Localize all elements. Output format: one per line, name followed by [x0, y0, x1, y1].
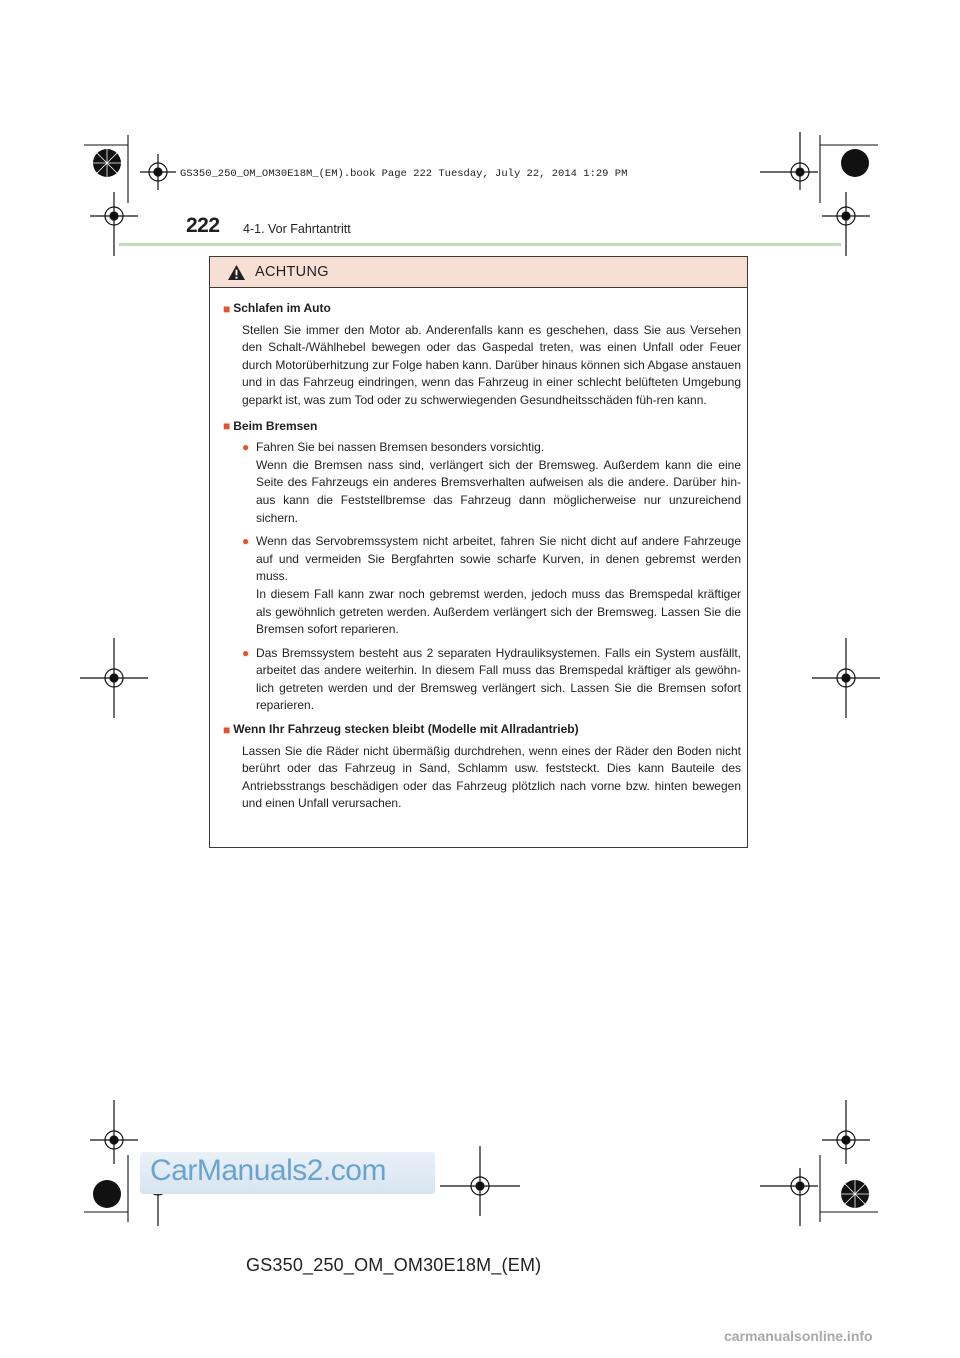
round-bullet-icon: ●	[242, 645, 250, 660]
list-item	[242, 439, 741, 527]
square-bullet-icon: ■	[223, 419, 231, 434]
warning-header	[210, 257, 747, 288]
list-item	[242, 533, 741, 639]
warning-box	[209, 256, 748, 848]
section-title: 4-1. Vor Fahrtantritt	[243, 222, 351, 236]
heading-text: Beim Bremsen	[233, 418, 318, 433]
book-info-line: GS350_250_OM_OM30E18M_(EM).book Page 222 Tuesday, July 22, 2014 1:29 PM	[180, 168, 628, 180]
section-heading	[223, 300, 741, 318]
warning-triangle-icon	[227, 264, 246, 281]
list-item-text: Das Bremssystem besteht aus 2 separaten Hydrauliksystemen. Falls ein System ausfällt, arbeitet das andere weiterhin. In diesem Fall muss das Bremspedal kräftiger als gewöhn-lich getreten werden und der Bremsweg verlängert sich. Lassen Sie die Bremsen sofort reparieren.	[256, 645, 741, 713]
round-bullet-icon: ●	[242, 534, 250, 549]
warning-content	[210, 288, 747, 813]
section-paragraph: Lassen Sie die Räder nicht übermäßig durchdrehen, wenn eines der Räder den Boden nicht berührt oder das Fahrzeug in Sand, Schlamm usw. feststeckt. Dies kann Bauteile des Antriebsstrangs beschädigen oder das Fahrzeug plötzlich nach vorne bzw. hinten bewegen und einen Unfall verursachen.	[242, 743, 741, 811]
section-heading	[223, 721, 741, 739]
footer-code: GS350_250_OM_OM30E18M_(EM)	[246, 1255, 542, 1275]
page-number: 222	[186, 214, 220, 237]
heading-text: Wenn Ihr Fahrzeug stecken bleibt (Modelle mit Allradantrieb)	[233, 722, 579, 737]
warning-title: ACHTUNG	[255, 264, 329, 280]
watermark-bottom[interactable]: carmanualsonline.info	[724, 1328, 873, 1344]
square-bullet-icon: ■	[223, 722, 231, 737]
section-heading	[223, 418, 741, 436]
section-paragraph: Stellen Sie immer den Motor ab. Anderenfalls kann es geschehen, dass Sie aus Versehen den Schalt-/Wählhebel bewegen oder das Gaspedal treten, was einen Unfall oder Feuer durch Motorüberhitzung zur Folge haben kann. Darüber hinaus können sich Abgase anstauen und in das Fahrzeug eindringen, wenn das Fahrzeug in einer schlecht belüfteten Umgebung geparkt ist, was zum Tod oder zu schwerwiegenden Gesundheitsschäden füh-ren kann.	[242, 322, 741, 407]
list-item-text: Wenn das Servobremssystem nicht arbeitet, fahren Sie nicht dicht auf andere Fahrzeuge auf und vermeiden Sie Bergfahrten sowie scharfe Kurven, in denen gebremst werden muss. In diesem Fall kann zwar noch gebremst werden, jedoch muss das Bremspedal kräftiger als gewöhnlich getreten werden. Außerdem verlängert sich der Bremsweg. Lassen Sie die Bremsen sofort reparieren.	[256, 534, 741, 637]
heading-text: Schlafen im Auto	[233, 301, 331, 315]
watermark-carmanuals[interactable]: CarManuals2.com	[150, 1154, 386, 1187]
square-bullet-icon: ■	[223, 301, 231, 316]
list-item-text: Fahren Sie bei nassen Bremsen besonders vorsichtig. Wenn die Bremsen nass sind, verlängert sich der Bremsweg. Außerdem kann die eine Seite des Fahrzeugs ein anderes Bremsverhalten aufweisen als die andere. Darüber hin-aus kann die Feststellbremse das Fahrzeug dann möglicherweise nur unzureichend sichern.	[256, 440, 741, 525]
header-rule	[119, 243, 841, 246]
round-bullet-icon: ●	[242, 440, 250, 455]
list-item	[242, 645, 741, 715]
